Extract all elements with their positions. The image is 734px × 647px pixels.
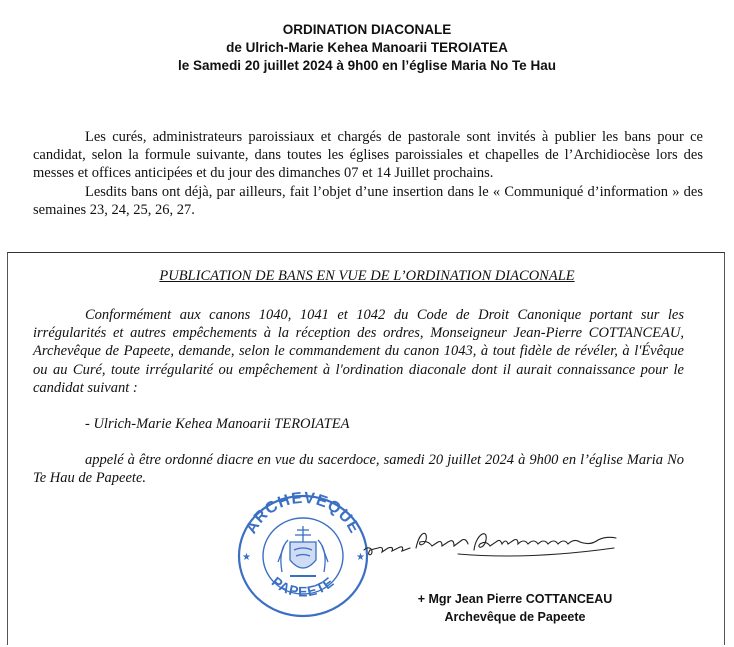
stamp-bottom-text: PAPEETE — [268, 573, 338, 600]
star-icon: ★ — [356, 552, 365, 563]
svg-text:PAPEETE — [269, 573, 338, 599]
signatory-title: Archevêque de Papeete — [444, 610, 586, 624]
publication-paragraph: Conformément aux canons 1040, 1041 et 1042 du Code de Droit Canonique portant sur les irrégularités et autres empêchements à la réception des ordres, Monseigneur Jean-Pierre COTTANCEAU, Archevêque de Papeete, demande, selon le commandement du canon 1043, à tout fidèle de révéler, à l'Évêque ou au Curé, toute irrégularité ou empêchement à l'ordination diaconale dont il aurait connaissance pour le candidat suivant : — [33, 307, 684, 396]
intro-paragraph: Les curés, administrateurs paroissiaux et chargés de pastorale sont invités à publier les bans pour ce candidat, selon la formule suivante, dans toutes les églises paroissiales et chapelles de l’Archidiocèse lors des messes et offices anticipées et du jour des dimanches 07 et 14 Juillet prochains. — [33, 129, 703, 182]
publication-paragraph-2: appelé à être ordonné diacre en vue du sacerdoce, samedi 20 juillet 2024 à 9h00 en l’église Maria No Te Hau de Papeete. — [33, 452, 684, 487]
header-title: ORDINATION DIACONALE — [282, 22, 452, 37]
coat-of-arms-icon — [278, 526, 328, 576]
stamp-top-text: ARCHEVEQUE — [242, 490, 364, 537]
intro-paragraph-2: Lesdits bans ont déjà, par ailleurs, fait l’objet d’une insertion dans le « Communiqué d’information » des semaines 23, 24, 25, 26, 27. — [33, 184, 703, 219]
signatory-name: + Mgr Jean Pierre COTTANCEAU — [417, 592, 613, 606]
star-icon: ★ — [242, 552, 251, 563]
header-date: le Samedi 20 juillet 2024 à 9h00 en l’église Maria No Te Hau — [178, 58, 556, 73]
handwritten-signature — [358, 520, 628, 570]
candidate-line: - Ulrich-Marie Kehea Manoarii TEROIATEA — [85, 416, 350, 432]
header-candidate: de Ulrich-Marie Kehea Manoarii TEROIATEA — [226, 40, 508, 55]
publication-title: PUBLICATION DE BANS EN VUE DE L’ORDINATION DIACONALE — [159, 268, 575, 284]
